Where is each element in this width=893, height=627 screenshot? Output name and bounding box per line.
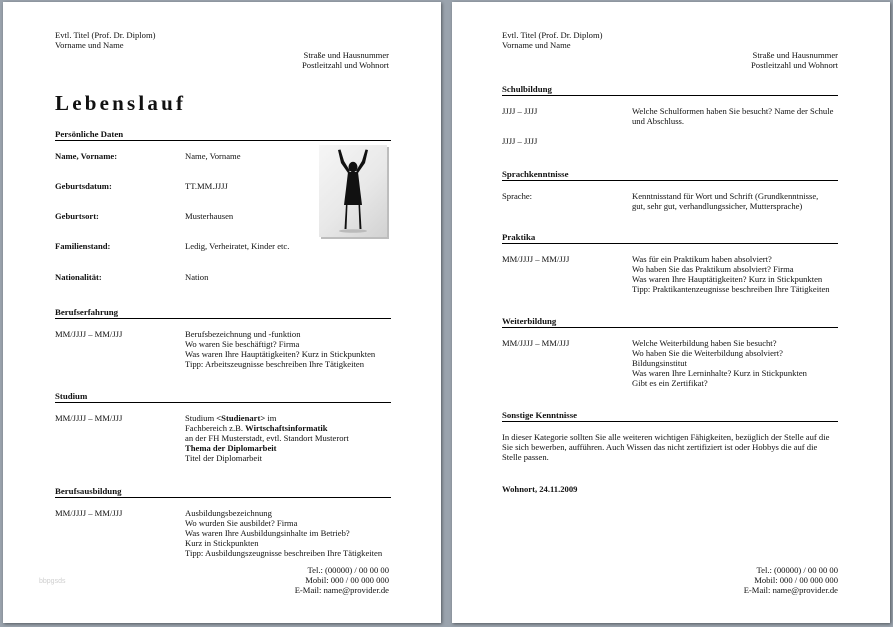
page-title: Lebenslauf: [55, 91, 187, 115]
internship-date: MM/JJJJ – MM/JJJ: [502, 254, 570, 264]
value-birthplace: Musterhausen: [185, 211, 234, 221]
further-education-date: MM/JJJJ – MM/JJJ: [502, 338, 570, 348]
internship-line: Was für ein Praktikum haben absolviert?: [632, 254, 772, 264]
training-line: Ausbildungsbezeichnung: [185, 508, 272, 518]
school-line: und Abschluss.: [632, 116, 685, 126]
section-heading-school: Schulbildung: [502, 84, 838, 96]
experience-line: Berufsbezeichnung und -funktion: [185, 329, 301, 339]
person-silhouette-icon: [319, 145, 387, 237]
header-address-block: [751, 50, 838, 70]
language-label: Sprache:: [502, 191, 533, 201]
studies-details: [185, 413, 349, 463]
header-name-line: Vorname und Name: [502, 40, 571, 50]
experience-details: [185, 329, 375, 369]
header-name-block: [502, 30, 603, 50]
experience-line: Tipp: Arbeitszeugnisse beschreiben Ihre Tätigkeiten: [185, 359, 364, 369]
section-heading-internships: Praktika: [502, 232, 838, 244]
footer-email: E-Mail: name@provider.de: [294, 585, 389, 595]
header-name-line: Vorname und Name: [55, 40, 124, 50]
training-date: MM/JJJJ – MM/JJJ: [55, 508, 123, 518]
label-name: Name, Vorname:: [55, 151, 118, 161]
value-name: Name, Vorname: [185, 151, 241, 161]
studies-line: Studium <Studienart> im: [185, 413, 277, 423]
training-line: Was waren Ihre Ausbildungsinhalte im Betrieb?: [185, 528, 350, 538]
header-street: Straße und Hausnummer: [752, 50, 838, 60]
training-line: Tipp: Ausbildungszeugnisse beschreiben Ihre Tätigkeiten: [185, 548, 383, 558]
label-nationality: Nationalität:: [55, 272, 102, 282]
further-education-details: [632, 338, 807, 388]
school-line: Welche Schulformen haben Sie besucht? Name der Schule: [632, 106, 834, 116]
further-education-line: Wo haben Sie die Weiterbildung absolviert?: [632, 348, 783, 358]
other-skills-text: In dieser Kategorie sollten Sie alle weiteren wichtigen Fähigkeiten, bezüglich der Stelle auf die Sie sich bewerben, aufführen. Auch Wissen das nicht zertifiziert ist oder Hobbys die auf die Stelle passen.: [502, 432, 830, 462]
internship-line: Wo haben Sie das Praktikum absolviert? Firma: [632, 264, 794, 274]
place-date: Wohnort, 24.11.2009: [502, 484, 578, 494]
section-heading-personal: Persönliche Daten: [55, 129, 391, 141]
section-heading-training: Berufsausbildung: [55, 486, 391, 498]
studies-thesis-title: Titel der Diplomarbeit: [185, 453, 263, 463]
section-heading-languages: Sprachkenntnisse: [502, 169, 838, 181]
internship-details: [632, 254, 830, 294]
value-marital-status: Ledig, Verheiratet, Kinder etc.: [185, 241, 290, 251]
footer-mobile: Mobil: 000 / 00 000 000: [305, 575, 389, 585]
studies-line: Fachbereich z.B. Wirtschaftsinformatik: [185, 423, 328, 433]
training-line: Wo wurden Sie ausbildet? Firma: [185, 518, 298, 528]
value-birthdate: TT.MM.JJJJ: [185, 181, 228, 191]
cv-page-1: [3, 2, 441, 623]
further-education-line: Was waren Ihre Lerninhalte? Kurz in Stickpunkten: [632, 368, 807, 378]
label-birthdate: Geburtsdatum:: [55, 181, 112, 191]
footer-contact: [295, 565, 389, 595]
experience-date: MM/JJJJ – MM/JJJ: [55, 329, 123, 339]
label-marital-status: Familienstand:: [55, 241, 111, 251]
further-education-line: Bildungsinstitut: [632, 358, 687, 368]
header-address-block: [302, 50, 389, 70]
label-birthplace: Geburtsort:: [55, 211, 99, 221]
internship-line: Was waren Ihre Hauptätigkeiten? Kurz in Stickpunkten: [632, 274, 823, 284]
footer-email: E-Mail: name@provider.de: [743, 585, 838, 595]
header-city: Postleitzahl und Wohnort: [302, 60, 389, 70]
header-city: Postleitzahl und Wohnort: [751, 60, 838, 70]
header-street: Straße und Hausnummer: [303, 50, 389, 60]
internship-line: Tipp: Praktikantenzeugnisse beschreiben Ihre Tätigkeiten: [632, 284, 830, 294]
studies-line: an der FH Musterstadt, evtl. Standort Musterort: [185, 433, 349, 443]
header-name-block: [55, 30, 156, 50]
training-line: Kurz in Stickpunkten: [185, 538, 259, 548]
profile-photo: [319, 145, 387, 237]
language-details: [632, 191, 818, 211]
studies-date: MM/JJJJ – MM/JJJ: [55, 413, 123, 423]
studies-thesis-heading: Thema der Diplomarbeit: [185, 443, 277, 453]
language-line: Kenntnisstand für Wort und Schrift (Grundkenntnisse,: [632, 191, 819, 201]
footer-contact: [744, 565, 838, 595]
training-details: [185, 508, 382, 558]
section-heading-studies: Studium: [55, 391, 391, 403]
section-heading-experience: Berufserfahrung: [55, 307, 391, 319]
section-heading-further-education: Weiterbildung: [502, 316, 838, 328]
further-education-line: Gibt es ein Zertifikat?: [632, 378, 708, 388]
header-title-line: Evtl. Titel (Prof. Dr. Diplom): [502, 30, 603, 40]
school-date-1: JJJJ – JJJJ: [502, 106, 538, 116]
school-date-2: JJJJ – JJJJ: [502, 136, 538, 146]
footer-phone: Tel.: (00000) / 00 00 00: [307, 565, 389, 575]
footer-mobile: Mobil: 000 / 00 000 000: [754, 575, 838, 585]
cv-page-2: [452, 2, 890, 623]
experience-line: Was waren Ihre Hauptätigkeiten? Kurz in Stickpunkten: [185, 349, 376, 359]
header-title-line: Evtl. Titel (Prof. Dr. Diplom): [55, 30, 156, 40]
language-line: gut, sehr gut, verhandlungssicher, Muttersprache): [632, 201, 803, 211]
school-details: [632, 106, 833, 126]
value-nationality: Nation: [185, 272, 209, 282]
footer-phone: Tel.: (00000) / 00 00 00: [756, 565, 838, 575]
section-heading-other-skills: Sonstige Kenntnisse: [502, 410, 838, 422]
experience-line: Wo waren Sie beschäftigt? Firma: [185, 339, 300, 349]
further-education-line: Welche Weiterbildung haben Sie besucht?: [632, 338, 777, 348]
watermark-text: bbpgsds: [39, 578, 66, 585]
